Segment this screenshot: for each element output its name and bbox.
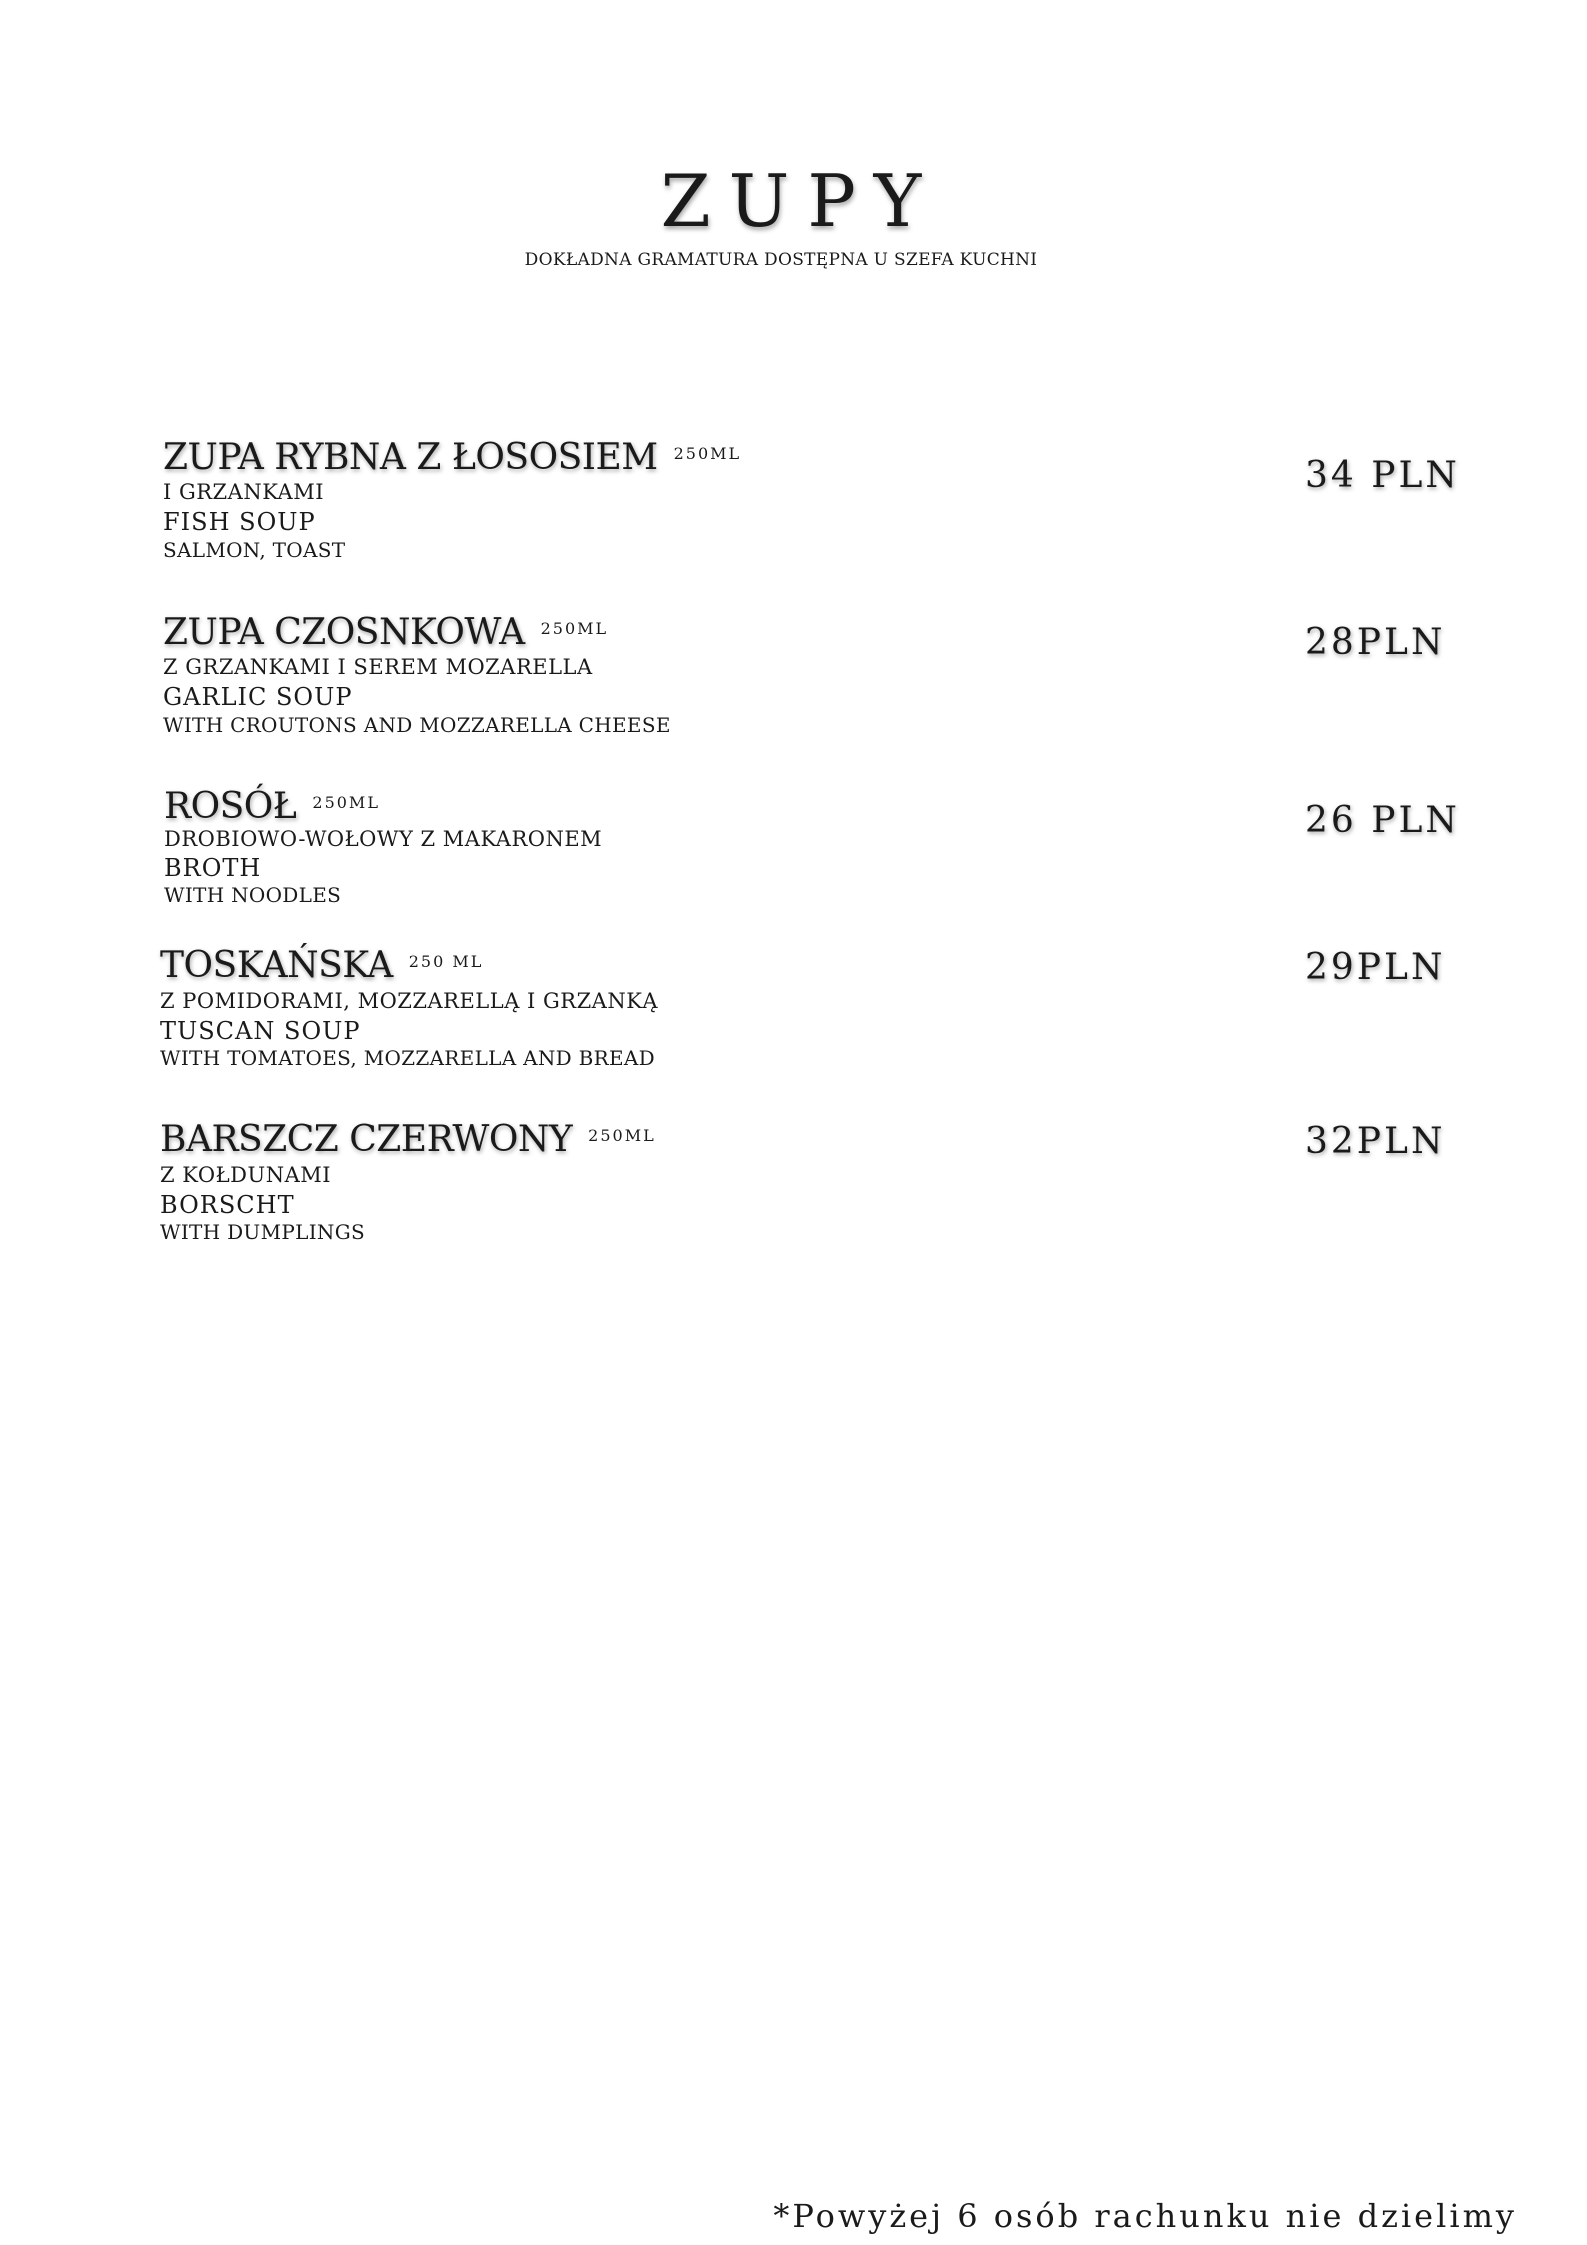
item-description-pl: DROBIOWO-WOŁOWY Z MAKARONEM bbox=[164, 827, 603, 851]
item-name: ZUPA CZOSNKOWA bbox=[163, 612, 525, 653]
item-description-en: WITH TOMATOES, MOZZARELLA AND BREAD bbox=[160, 1046, 656, 1070]
item-description-pl: Z KOŁDUNAMI bbox=[160, 1163, 332, 1187]
item-name-en: BORSCHT bbox=[160, 1191, 295, 1219]
page-subtitle: DOKŁADNA GRAMATURA DOSTĘPNA U SZEFA KUCHNI bbox=[524, 250, 1038, 270]
page-title: ZUPY bbox=[660, 159, 940, 243]
item-name-en: TUSCAN SOUP bbox=[160, 1017, 361, 1045]
item-name: ROSÓŁ bbox=[164, 786, 297, 827]
item-name: TOSKAŃSKA bbox=[160, 945, 393, 986]
item-description-en: SALMON, TOAST bbox=[163, 538, 346, 562]
item-description-pl: Z GRZANKAMI I SEREM MOZARELLA bbox=[163, 655, 593, 679]
item-volume: 250ML bbox=[540, 619, 609, 638]
item-name: BARSZCZ CZERWONY bbox=[160, 1119, 573, 1160]
item-volume: 250ML bbox=[588, 1126, 656, 1145]
item-name: ZUPA RYBNA Z ŁOSOSIEM bbox=[163, 437, 658, 478]
item-description-en: WITH CROUTONS AND MOZZARELLA CHEESE bbox=[163, 713, 671, 737]
item-price: 32PLN bbox=[1305, 1121, 1446, 1162]
item-description-pl: I GRZANKAMI bbox=[163, 480, 324, 504]
item-price: 34 PLN bbox=[1305, 455, 1460, 496]
item-name-en: GARLIC SOUP bbox=[163, 683, 353, 711]
item-name-en: FISH SOUP bbox=[163, 508, 316, 536]
item-description-en: WITH DUMPLINGS bbox=[160, 1220, 365, 1244]
item-price: 26 PLN bbox=[1305, 800, 1460, 841]
item-volume: 250 ML bbox=[408, 952, 484, 971]
item-description-en: WITH NOODLES bbox=[164, 883, 342, 907]
item-name-en: BROTH bbox=[164, 854, 262, 882]
item-price: 29PLN bbox=[1305, 947, 1446, 988]
footer-note: *Powyżej 6 osób rachunku nie dzielimy bbox=[773, 2197, 1517, 2235]
item-price: 28PLN bbox=[1305, 622, 1446, 663]
item-volume: 250ML bbox=[673, 444, 742, 463]
item-volume: 250ML bbox=[312, 793, 380, 812]
item-description-pl: Z POMIDORAMI, MOZZARELLĄ I GRZANKĄ bbox=[160, 989, 659, 1013]
